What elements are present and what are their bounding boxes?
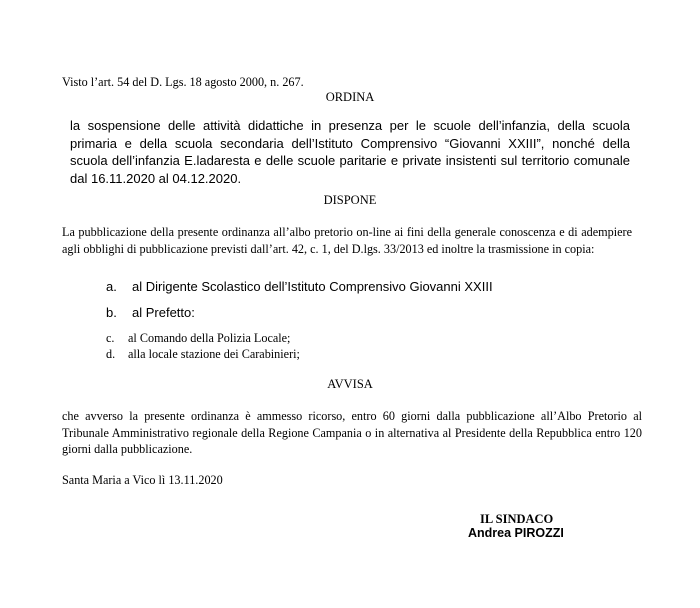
signature-name: Andrea PIROZZI [468,526,564,540]
list-item [106,330,290,347]
list-marker: a. [106,279,117,294]
ordina-line: dal 16.11.2020 al 04.12.2020. [70,170,242,186]
list-text: alla locale stazione dei Carabinieri; [128,347,300,361]
ordina-paragraph [70,117,630,187]
place-date: Santa Maria a Vico lì 13.11.2020 [62,473,223,487]
dispone-line: agli obblighi di pubblicazione previsti dall’art. 42, c. 1, del D.lgs. 33/2013 ed inoltre la trasmissione in copia: [62,241,595,256]
list-item [106,278,493,296]
avvisa-line: Tribunale Amministrativo regionale della Regione Campania o in alternativa al Presidente della Repubblica entro 120 [62,425,642,440]
list-marker: c. [106,331,115,345]
preamble-text: Visto l’art. 54 del D. Lgs. 18 agosto 2000, n. 267. [62,75,304,89]
dispone-line: La pubblicazione della presente ordinanza all’albo pretorio on-line ai fini della generale conoscenza e di adempiere [62,225,632,239]
ordina-line: la sospensione delle attività didattiche in presenza per le scuole dell’infanzia, della scuola [70,118,630,133]
dispone-paragraph [62,224,632,257]
dispone-heading: DISPONE [323,193,377,207]
avvisa-heading: AVVISA [327,377,373,391]
ordina-heading: ORDINA [325,90,375,104]
list-text: al Dirigente Scolastico dell’Istituto Comprensivo Giovanni XXIII [132,279,493,294]
avvisa-paragraph [62,408,642,458]
signature-role: IL SINDACO [480,512,554,526]
list-marker: d. [106,347,116,361]
list-text: al Prefetto: [132,305,195,320]
avvisa-line: giorni dalla pubblicazione. [62,442,193,456]
list-item [106,304,195,322]
ordina-line: scuola dell’infanzia E.ladaresta e delle scuole paritarie e private insistenti sul territorio comunale [70,153,630,168]
list-text: al Comando della Polizia Locale; [128,331,291,345]
avvisa-line: che avverso la presente ordinanza è ammesso ricorso, entro 60 giorni dalla pubblicazione all’Albo Pretorio al [62,409,642,423]
ordina-line: primaria e della scuola secondaria dell’Istituto Comprensivo “Giovanni XXIII”, nonché della [70,135,630,151]
list-marker: b. [106,305,117,320]
list-item [106,346,300,363]
